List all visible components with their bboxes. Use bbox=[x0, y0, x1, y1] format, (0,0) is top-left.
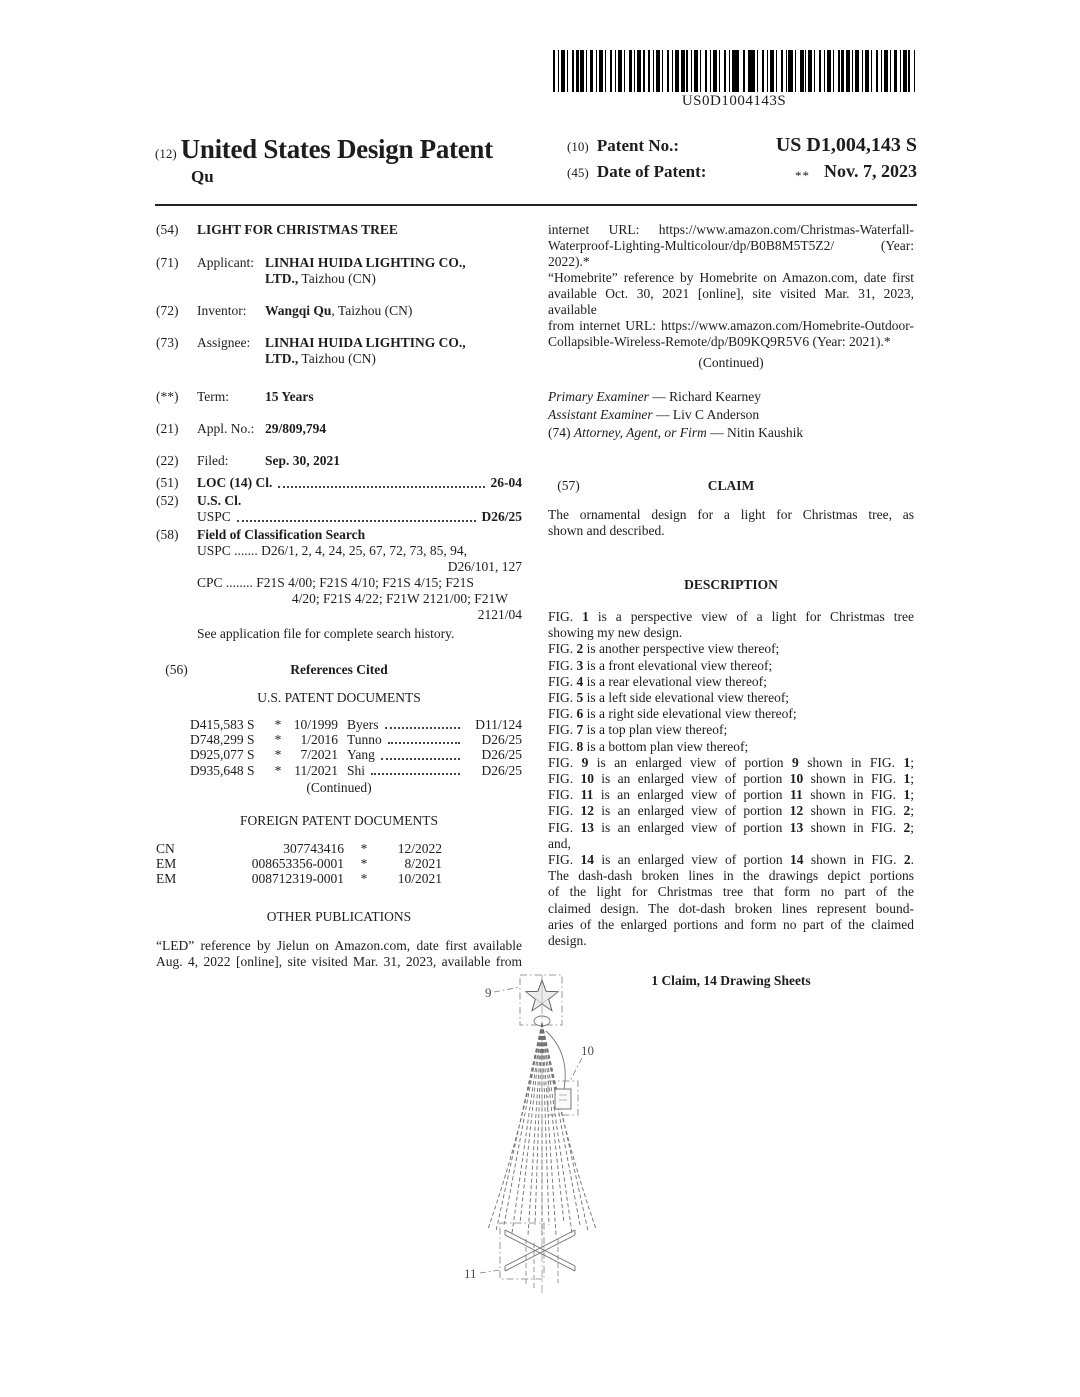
description-header: DESCRIPTION bbox=[684, 577, 778, 592]
claim-text-line: shown and described. bbox=[548, 523, 665, 538]
figure-1-drawing bbox=[430, 966, 730, 1306]
header-divider bbox=[155, 204, 917, 206]
field-72-inventor: (72) Inventor: Wangqi Qu, Taizhou (CN) bbox=[156, 303, 413, 318]
applicant-name: LINHAI HUIDA LIGHTING CO., bbox=[265, 255, 466, 270]
field-54-title: (54) LIGHT FOR CHRISTMAS TREE bbox=[156, 222, 522, 238]
header-right bbox=[567, 134, 917, 187]
description-line: FIG. 6 is a right side elevational view thereof; bbox=[548, 706, 797, 722]
inventor-surname: Qu bbox=[191, 167, 214, 186]
description-line: FIG. 12 is an enlarged view of portion 12 shown in FIG. 2; bbox=[548, 803, 914, 819]
invention-title: LIGHT FOR CHRISTMAS TREE bbox=[197, 222, 398, 237]
uspc-class: D26/25 bbox=[481, 509, 522, 524]
foreign-patent-row: EM 008712319-0001 * 10/2021 bbox=[156, 871, 442, 887]
description-line: FIG. 1 is a perspective view of a light for Christmas tree bbox=[548, 609, 914, 624]
figure-label-10: 10 bbox=[581, 1043, 594, 1058]
other-publications-header: OTHER PUBLICATIONS bbox=[266, 909, 412, 925]
description-line: of the light for Christmas tree that form no part of the bbox=[548, 884, 914, 900]
field-term: (**) Term: 15 Years bbox=[156, 389, 522, 405]
date-code: (45) bbox=[567, 165, 589, 180]
patent-no-label: Patent No.: bbox=[596, 136, 680, 155]
control-box bbox=[555, 1089, 571, 1109]
field-73-assignee: (73) Assignee: LINHAI HUIDA LIGHTING CO., LTD., Taizhou (CN) bbox=[156, 335, 466, 366]
foreign-patent-documents-header: FOREIGN PATENT DOCUMENTS bbox=[239, 812, 439, 828]
other-publication-line: “LED” reference by Jielun on Amazon.com, date first available bbox=[156, 938, 522, 954]
loc-class: 26-04 bbox=[490, 475, 522, 490]
field-58-body: USPC ....... D26/1, 2, 4, 24, 25, 67, 72, 73, 85, 94, D26/101, 127 CPC ........ F21S 4/00; F21S 4/10; F21S 4/15; F21S 4/20; F21S 4/22; F21W 2121/00; F21W 2121/04 See application file for complete search history. bbox=[197, 543, 522, 641]
kind-code: (12) bbox=[155, 146, 177, 161]
foreign-patent-row: CN 307743416 * 12/2022 bbox=[156, 840, 442, 856]
field-21-appl-no: (21) Appl. No.: 29/809,794 bbox=[156, 421, 522, 437]
us-continued-note: (Continued) bbox=[306, 779, 372, 795]
assistant-examiner-line: Assistant Examiner — Liv C Anderson bbox=[548, 407, 760, 422]
description-line: aries of the enlarged portions and form no part of the claimed bbox=[548, 916, 914, 932]
us-patent-row: D935,648 S * 11/2021 Shi D26/25 bbox=[190, 762, 522, 778]
figure-label-11: 11 bbox=[464, 1266, 477, 1281]
header-left bbox=[155, 134, 557, 187]
term-value: 15 Years bbox=[265, 389, 314, 404]
leader-dots bbox=[278, 486, 484, 488]
assignee-name: LINHAI HUIDA LIGHTING CO., bbox=[265, 335, 466, 350]
publication-line: internet URL: https://www.amazon.com/Christmas-Waterfall- bbox=[548, 222, 914, 237]
description-line: claimed design. The dot-dash broken lines represent bound- bbox=[548, 900, 914, 916]
christmas-tree-figure bbox=[430, 966, 730, 1306]
field-51-loc: (51) LOC (14) Cl. 26-04 bbox=[156, 475, 522, 490]
page-title: United States Design Patent bbox=[180, 134, 493, 164]
barcode-number: US0D1004143S bbox=[681, 93, 787, 109]
claims-sheets-note: 1 Claim, 14 Drawing Sheets bbox=[651, 973, 811, 989]
figure-label-9: 9 bbox=[485, 985, 492, 1000]
foreign-patent-row: EM 008653356-0001 * 8/2021 bbox=[156, 856, 442, 872]
examiner-block bbox=[548, 388, 914, 442]
description-line: FIG. 10 is an enlarged view of portion 10 shown in FIG. 1; bbox=[548, 771, 914, 787]
publication-line: from internet URL: https://www.amazon.com/Homebrite-Outdoor- bbox=[548, 318, 914, 333]
description-line: The dash-dash broken lines in the drawings depict portions bbox=[548, 868, 914, 884]
left-column bbox=[156, 222, 522, 970]
field-58-header: (58) Field of Classification Search bbox=[156, 527, 366, 542]
description-line: FIG. 4 is a rear elevational view thereof; bbox=[548, 673, 767, 689]
attorney-line: (74) Attorney, Agent, or Firm — Nitin Kaushik bbox=[548, 425, 804, 440]
leader-dots bbox=[237, 520, 476, 522]
date-label: Date of Patent: bbox=[596, 162, 707, 181]
references-cited-header: (56) References Cited bbox=[165, 662, 388, 677]
publication-line: Collapsible-Wireless-Remote/dp/B09KQ9R5V6 (Year: 2021).* bbox=[548, 334, 891, 349]
leader-dots bbox=[371, 773, 460, 775]
us-patent-row: D415,583 S * 10/1999 Byers D11/124 bbox=[190, 717, 522, 732]
description-line: FIG. 7 is a top plan view thereof; bbox=[548, 722, 728, 738]
description-line: FIG. 3 is a front elevational view thereof; bbox=[548, 657, 773, 673]
patent-date-row bbox=[567, 161, 917, 182]
date-value: Nov. 7, 2023 bbox=[823, 161, 917, 181]
leader-dots bbox=[381, 758, 460, 760]
description-line: FIG. 14 is an enlarged view of portion 14 shown in FIG. 2. bbox=[548, 852, 914, 868]
description-line: FIG. 8 is a bottom plan view thereof; bbox=[548, 738, 749, 754]
description-line: design. bbox=[548, 933, 587, 949]
us-patent-documents-header: U.S. PATENT DOCUMENTS bbox=[257, 690, 421, 705]
field-71-applicant: (71) Applicant: LINHAI HUIDA LIGHTING CO., LTD., Taizhou (CN) bbox=[156, 255, 466, 286]
field-52-uspc: USPC D26/25 bbox=[197, 509, 522, 524]
field-22-filed: (22) Filed: Sep. 30, 2021 bbox=[156, 453, 522, 469]
description-line: FIG. 2 is another perspective view thereof; bbox=[548, 641, 780, 657]
description-line: FIG. 5 is a left side elevational view thereof; bbox=[548, 690, 790, 706]
us-patent-row: D748,299 S * 1/2016 Tunno D26/25 bbox=[190, 732, 522, 748]
description-body bbox=[548, 609, 914, 949]
publication-line: Waterproof-Lighting-Multicolour/dp/B0B8M5T5Z2/ (Year: 2022).* bbox=[548, 238, 914, 269]
other-publication-line: Aug. 4, 2022 [online], site visited Mar. 31, 2023, available from bbox=[156, 954, 522, 970]
right-column bbox=[548, 222, 914, 989]
barcode-block bbox=[553, 50, 915, 110]
patent-number-row bbox=[567, 134, 917, 157]
patent-no-value: US D1,004,143 S bbox=[775, 134, 917, 156]
description-line: and, bbox=[548, 835, 571, 851]
application-number: 29/809,794 bbox=[265, 421, 327, 436]
description-line: FIG. 13 is an enlarged view of portion 13 shown in FIG. 2; bbox=[548, 819, 914, 835]
leader-dots bbox=[388, 742, 460, 744]
publications-continued-note: (Continued) bbox=[698, 355, 764, 370]
description-line: showing my new design. bbox=[548, 625, 683, 641]
patent-no-code: (10) bbox=[567, 139, 589, 154]
description-line: FIG. 9 is an enlarged view of portion 9 shown in FIG. 1; bbox=[548, 754, 914, 770]
claim-text-line: The ornamental design for a light for Christmas tree, as bbox=[548, 507, 914, 522]
leader-dots bbox=[385, 727, 461, 729]
tree-base bbox=[505, 1230, 575, 1271]
document-header bbox=[155, 134, 917, 187]
us-patent-row: D925,077 S * 7/2021 Yang D26/25 bbox=[190, 747, 522, 763]
publication-line: available Oct. 30, 2021 [online], site visited Mar. 31, 2023, available bbox=[548, 286, 914, 317]
filing-date: Sep. 30, 2021 bbox=[265, 453, 341, 468]
publication-line: “Homebrite” reference by Homebrite on Amazon.com, date first bbox=[548, 270, 914, 285]
footnote-stars: ** bbox=[794, 168, 810, 183]
inventor-name: Wangqi Qu bbox=[265, 303, 332, 318]
primary-examiner-line: Primary Examiner — Richard Kearney bbox=[548, 389, 761, 404]
description-line: FIG. 11 is an enlarged view of portion 11 shown in FIG. 1; bbox=[548, 787, 914, 803]
barcode-image bbox=[553, 50, 915, 92]
claim-header: (57) CLAIM bbox=[557, 478, 755, 493]
field-52-uscl: (52) U.S. Cl. bbox=[156, 493, 242, 508]
